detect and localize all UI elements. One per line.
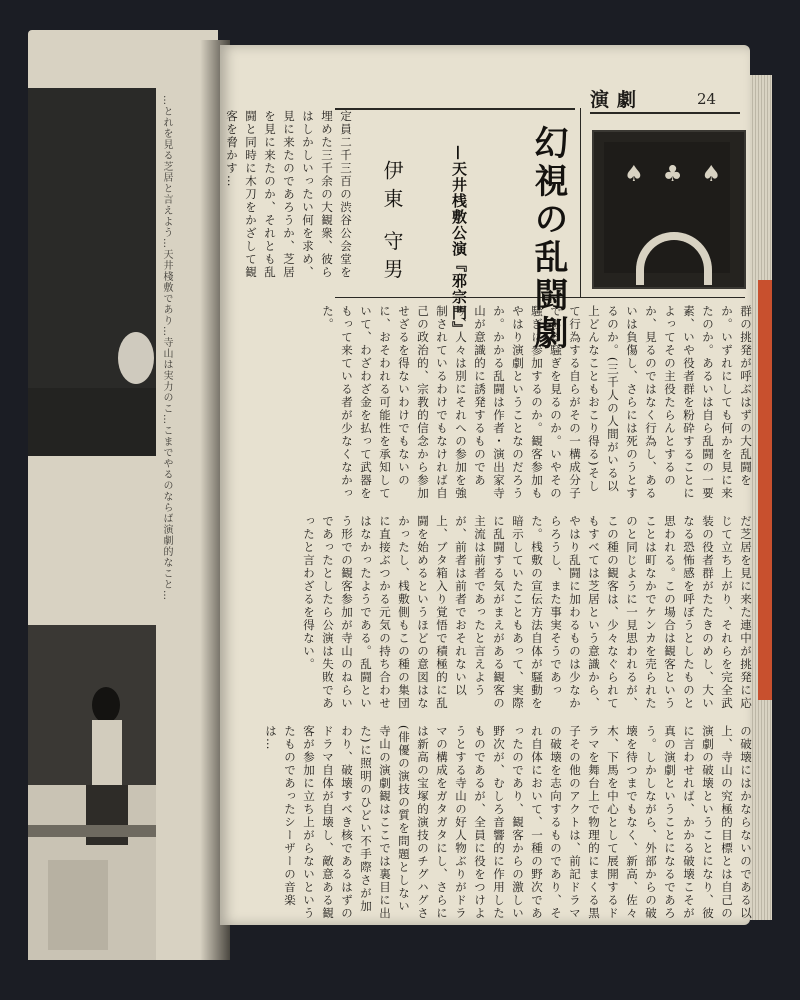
page-edge-color-band (758, 280, 772, 700)
article-body-row-2: だ芝居を見に来た連中が挑発に応じて立ち上がり、それらを完全武装の役者群がたたきのめし、大いなる恐怖感を呼ぼうとしたものと思われる。この場合は観客ということは町なかでケンカを売られたのと同じように一見思われるが、この種の観客は、少々なぐられてもすべては芝居という意識から、やはり乱闘に加わるものは少なからろうし、また事実そうであった。桟敷の宣伝方法自体が騒動を暗示していたこともあって、実際に乱闘する気がまえがある観客の主流は前者であったと言えようが、前者は前者でおそれない以上、ブタ箱入り覚悟で積極的に乱闘を始めるというほどの意図はなかったし、桟敷側もこの種の集団に直接ぶつかる元気の持ち合わせはなかったようである。乱闘という形での観客参加が寺山のねらいであったとしたら公演は失敗であったと言わざるを得ない。 (302, 515, 753, 710)
photo-top-image (28, 88, 156, 456)
header-rule-right (590, 112, 740, 114)
performance-photo-bottom (28, 625, 156, 965)
article-intro-text: 定員二千三百の渋谷公会堂を埋めた三千余の大観衆、彼らはしかしいったい何を求め、見に来たのであろうか、芝居を見に来たのか、それとも乱闘と同時に木刀をかざして観客を脅かす… (225, 110, 353, 279)
poster-arch-shape (636, 232, 712, 285)
left-page-text: …とれを見る芝居と言えよう…天井棧敷であり…寺山は実力のこ…こまでやるのならば演劇的なこと… (161, 95, 172, 601)
header-rule (335, 108, 575, 110)
photo-bottom-image (28, 625, 156, 965)
poster-graphic-marks: ♠ ♣ ♠ (624, 162, 728, 187)
performance-photo-top (28, 88, 156, 456)
article-body-row-1: 群の挑発が呼ぶはずの大乱闘をか。いずれにしても何かを見に来たのか。あるいは自ら乱闘の一要素、いや役者群を粉砕することによってその主役たらんとするのか、見るのではなく行為し、あるいは負傷し、さらには死のうとするのか。(三千人の人間がいる以上どんなこともおこり得る)そして行為する自らがその一構成分子である騒ぎを見るのか。いやその騒ぎに参加するのか。観客参加もやはり演劇ということなのだろうか。かかる乱闘は作者・演出家寺山が意識的に誘発するものであり、人々は別にそれへの参加を強制されているわけでもなければ自己の政治的、宗教的信念から参加せざるを得ないわけでもないのに、おそわれる可能性を承知していて、わざわざ金を払って武器をもって来ている者が少なくなかった。 (321, 305, 753, 500)
article-title: 幻視の乱闘劇 (528, 125, 568, 353)
poster-artwork (604, 142, 730, 273)
background-bottom (0, 960, 800, 1000)
section-label: 演劇 (590, 89, 645, 111)
article-author: 伊東 守男 (380, 160, 404, 287)
header-divider (580, 108, 581, 298)
article-body-row-3: の破壊にはかならないのである以上、寺山の究極的目標とは自己の演劇の破壊ということになり、彼に言わせれば、かかる破壊こそが真の演劇ということになるであろう。しかしながら、外部からの破壊を待つまでもなく、新高、佐々木、下馬を中心として展開するドラマを舞台上で物理的にまくる黒子その他のアクトは、前記ドラマの破壊を志向するものであり、それ自体において、一種の野次であったのであり、観客からの激しい野次が、むしろ音響的に作用したものであるが、全員に役をつけようとする寺山の好人物ぶりがドラマの構成をガタガタにし、さらには新高の宝塚的演技のチグハグさ(俳優の演技の質を問題としない寺山の演劇観はここでは裏目に出た)に照明のひどい不手際さが加わり、破壊すべき核であるはずのドラマ自体が自壊し、敵意ある観客が参加に立ち上がらないというたものであったシーザーの音楽は… (264, 725, 753, 920)
poster-image (592, 130, 746, 289)
article-subtitle: —天井桟敷公演『邪宗門』 (450, 145, 468, 337)
page-number: 24 (697, 90, 717, 108)
